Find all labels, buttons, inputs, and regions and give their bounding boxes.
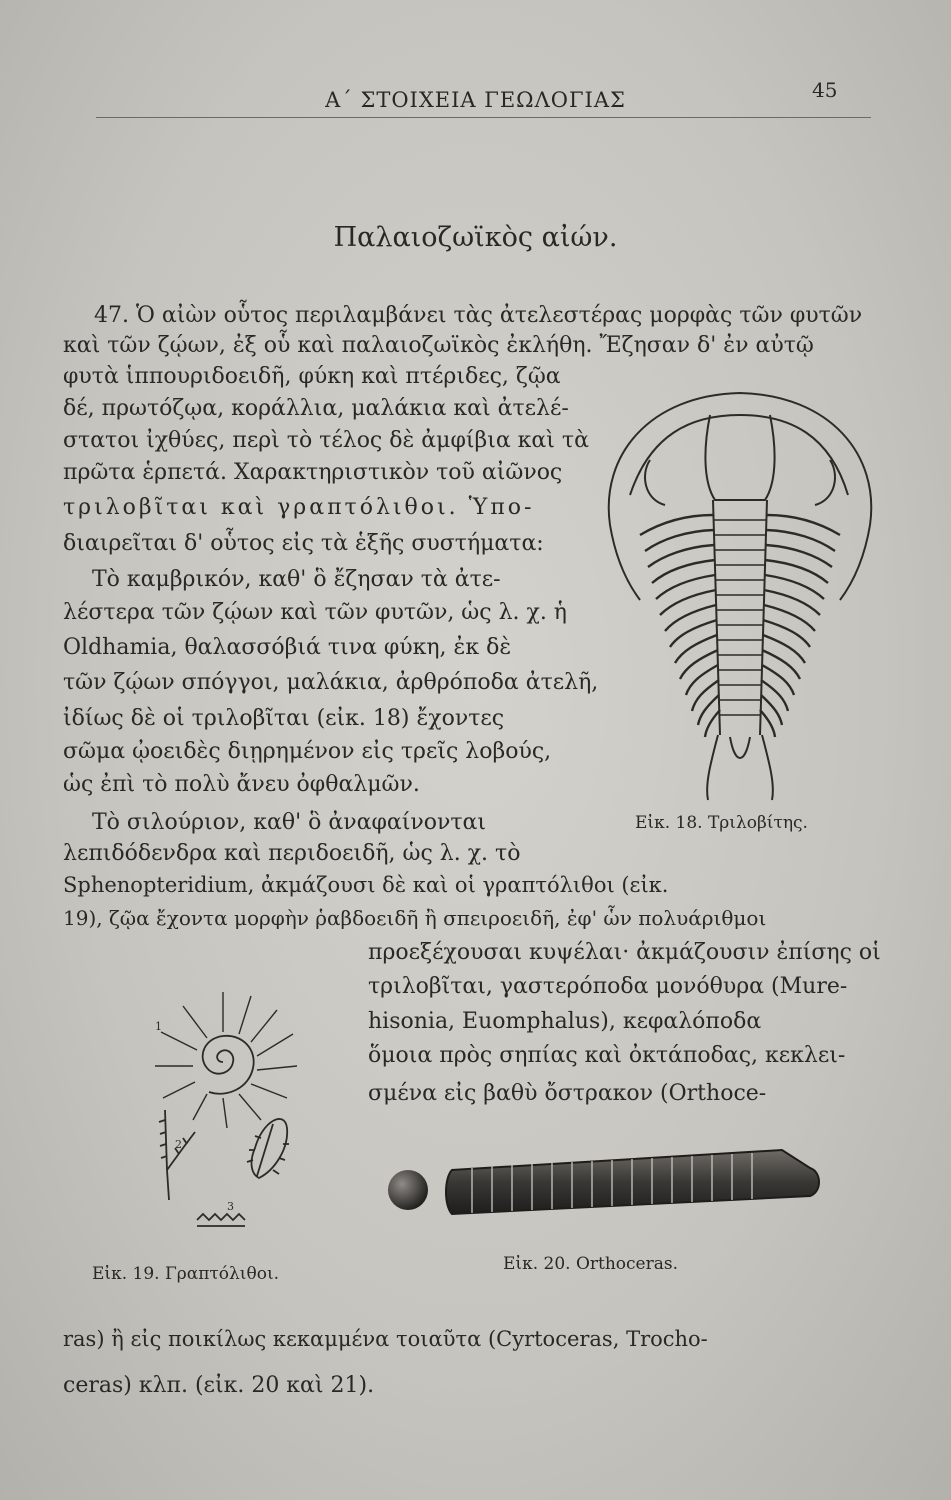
text-line-11: Oldhamia, θαλασσόβιά τινα φύκη, ἐκ δὲ bbox=[63, 635, 512, 660]
text-line-25: ras) ἢ εἰς ποικίλως κεκαμμένα τοιαῦτα (Cyrtoceras, Trocho- bbox=[63, 1327, 708, 1351]
text-line-9: Τὸ καμβρικόν, καθ' ὃ ἔζησαν τὰ ἀτε- bbox=[92, 567, 501, 592]
text-line-26: ceras) κλπ. (εἰκ. 20 καὶ 21). bbox=[63, 1373, 375, 1398]
trilobite-figure bbox=[590, 375, 890, 805]
header-rule bbox=[96, 117, 871, 118]
graptolite-figure bbox=[135, 970, 350, 1235]
fig19-label-3: 3 bbox=[227, 1200, 234, 1213]
text-line-13: ἰδίως δὲ οἱ τριλοβῖται (εἰκ. 18) ἔχοντες bbox=[63, 706, 505, 731]
fig19-caption: Εἰκ. 19. Γραπτόλιθοι. bbox=[92, 1264, 280, 1284]
section-title: Παλαιοζωϊκὸς αἰών. bbox=[333, 222, 618, 253]
text-line-15: ὡς ἐπὶ τὸ πολὺ ἄνευ ὀφθαλμῶν. bbox=[63, 772, 420, 797]
text-line-22: hisonia, Euomphalus), κεφαλόποδα bbox=[368, 1009, 762, 1034]
text-line-24: σμένα εἰς βαθὺ ὄστρακον (Orthoce- bbox=[368, 1081, 767, 1106]
text-line-5: στατοι ἰχθύες, περὶ τὸ τέλος δὲ ἀμφίβια καὶ τὰ bbox=[63, 428, 589, 453]
page-number: 45 bbox=[812, 78, 838, 102]
fig20-caption: Εἰκ. 20. Orthoceras. bbox=[503, 1254, 678, 1274]
text-line-4: δέ, πρωτόζῳα, κοράλλια, μαλάκια καὶ ἀτελέ- bbox=[63, 396, 569, 421]
text-line-20: προεξέχουσαι κυψέλαι· ἀκμάζουσιν ἐπίσης οἱ bbox=[368, 940, 881, 965]
text-line-7: τριλοβῖται καὶ γραπτόλιθοι. Ὑπο- bbox=[63, 495, 535, 520]
running-title: Α΄ ΣΤΟΙΧΕΙΑ ΓΕΩΛΟΓΙΑΣ bbox=[325, 88, 626, 112]
fig18-caption: Εἰκ. 18. Τριλοβίτης. bbox=[635, 813, 808, 833]
text-line-1: 47. Ὁ αἰὼν οὗτος περιλαμβάνει τὰς ἀτελεστέρας μορφὰς τῶν φυτῶν bbox=[94, 303, 863, 328]
text-line-21: τριλοβῖται, γαστερόποδα μονόθυρα (Mure- bbox=[368, 974, 848, 999]
text-line-18: Sphenopteridium, ἀκμάζουσι δὲ καὶ οἱ γραπτόλιθοι (εἰκ. bbox=[63, 873, 669, 897]
text-line-3: φυτὰ ἱππουριδοειδῆ, φύκη καὶ πτέριδες, ζῷα bbox=[63, 364, 561, 389]
text-line-14: σῶμα ᾠοειδὲς διῃρημένον εἰς τρεῖς λοβούς, bbox=[63, 739, 552, 764]
text-line-8: διαιρεῖται δ' οὗτος εἰς τὰ ἑξῆς συστήματα: bbox=[63, 531, 544, 556]
fig19-label-2: 2 bbox=[175, 1138, 182, 1151]
text-line-19: 19), ζῷα ἔχοντα μορφὴν ῥαβδοειδῆ ἢ σπειροειδῆ, ἐφ' ὧν πολυάριθμοι bbox=[63, 906, 767, 930]
fig19-label-1: 1 bbox=[155, 1020, 162, 1033]
text-line-12: τῶν ζῴων σπόγγοι, μαλάκια, ἀρθρόποδα ἀτελῆ, bbox=[63, 670, 599, 695]
text-line-2: καὶ τῶν ζῴων, ἐξ οὗ καὶ παλαιοζωϊκὸς ἐκλήθη. Ἔζησαν δ' ἐν αὐτῷ bbox=[63, 333, 814, 358]
text-line-16: Τὸ σιλούριον, καθ' ὃ ἀναφαίνονται bbox=[92, 810, 487, 835]
text-line-6: πρῶτα ἑρπετά. Χαρακτηριστικὸν τοῦ αἰῶνος bbox=[63, 460, 563, 485]
text-line-23: ὅμοια πρὸς σηπίας καὶ ὀκτάποδας, κεκλει- bbox=[368, 1043, 846, 1068]
text-line-10: λέστερα τῶν ζῴων καὶ τῶν φυτῶν, ὡς λ. χ. ἡ bbox=[63, 600, 567, 625]
text-line-17: λεπιδόδενδρα καὶ περιδοειδῆ, ὡς λ. χ. τὸ bbox=[63, 841, 521, 866]
orthoceras-figure bbox=[380, 1128, 840, 1248]
